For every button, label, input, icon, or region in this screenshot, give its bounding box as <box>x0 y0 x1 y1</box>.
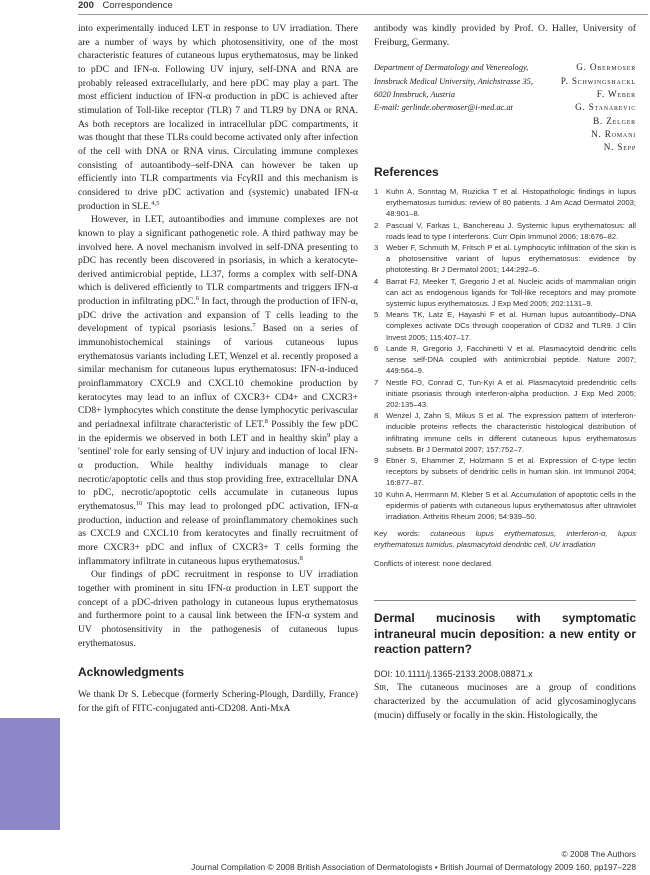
acknowledgments-text: We thank Dr S. Lebecque (formerly Schering-Plough, Dardilly, France) for the gift of FITC-conjugated anti-CD208. Anti-MxA <box>78 688 358 714</box>
references-heading: References <box>374 165 439 180</box>
reference-item: 8 Wenzel J, Zahn S, Mikus S et al. The expression pattern of interferon-inducible proteins reflects the characteristic histological distribution of infiltrating immune cells in different cutaneous lupus erythematosus subsets. Br J Dermatol 2007; 157:752–7. <box>374 411 636 454</box>
article-separator <box>374 600 636 601</box>
reference-list <box>374 186 636 522</box>
author-list: G. Obermoser P. Schwingshackl F. Weber G. Stanarevic B. Zelger N. Romani N. Sepp <box>560 62 636 153</box>
reference-item: 2 Pascual V, Farkas L, Banchereau J. Systemic lupus erythematosus: all roads lead to type I interferons. Curr Opin Immunol 2006; 18:676–82. <box>374 220 636 241</box>
reference-item: 7 Nestle FO, Conrad C, Tun-Kyi A et al. Plasmacytoid predendritic cells initiate psoriasis through interferon-alpha production. J Exp Med 2005; 202:135–43. <box>374 377 636 409</box>
footer-copyright: © 2008 The Authors <box>561 849 636 859</box>
next-article-doi[interactable]: DOI: 10.1111/j.1365-2133.2008.08871.x <box>374 668 533 679</box>
side-color-tab <box>0 718 60 830</box>
page-number: 200 <box>78 0 94 11</box>
header-rule <box>78 14 648 15</box>
acknowledgments-heading: Acknowledgments <box>78 665 185 680</box>
right-column <box>374 22 636 722</box>
author-affiliation-block <box>374 61 636 154</box>
affiliation-address: Department of Dermatology and Venereology, Innsbruck Medical University, Anichstrasse 35, 6020 Innsbruck, Austria E-mail: gerlinde.obermoser@i-med.ac.at <box>374 61 533 154</box>
footer-journal: Journal Compilation © 2008 British Association of Dermatologists • British Journal of Dermatology 2009 160, pp197–228 <box>191 862 636 872</box>
author-email[interactable]: E-mail: gerlinde.obermoser@i-med.ac.at <box>374 103 513 113</box>
reference-item: 3 Weber F, Schmuth M, Fritsch P et al. Lymphocytic infiltration of the skin is a photosensitive variant of lupus erythematosus: evidence by phototesting. Br J Dermatol 2001; 144:292–6. <box>374 243 636 275</box>
paragraph-2: However, in LET, autoantibodies and immune complexes are not known to play a significant pathogenetic role. A third pathway may be involved here. A novel mechanism involved in self-DNA presenting to pDC has recently been discovered in psoriasis, in which a keratocyte-derived antimicrobial peptide, LL37, forms a complex with self-DNA which is delivered efficiently to TLR compartments and triggers IFN-α production in infiltrating pDC.$^6$ In fact, through the production of IFN-α, pDC drive the activation and expansion of T cells leading to the development of typical psoriasis lesions.$^7$ Based on a series of immunohistochemical stainings of various cutaneous lupus erythematosus variants including LET, Wenzel et al. recently proposed a similar mechanism for cutaneous lupus erythematosus: IFN-α-induced proinflammatory CXCL9 and CXCL10 chemokine production by keratocytes may lead to an influx of CXCR3+ CD4+ and CXCR3+ CD8+ lymphocytes which constitute the dense lymphocytic perivascular and periadnexal infiltrate characteristic of LET.$^8$ Possibly the few pDC in the epidermis we observed in both LET and in healthy skin$^9$ play a 'sentinel' role for early sensing of UV injury and induction of local IFN-α production. While healthy individuals manage to clear necrotic/apoptotic cells and thus stop providing free, extracellular DNA to pDC, necrotic/apoptotic cells accumulate in cutaneous lupus erythematosus.$^{10}$ This may lead to prolonged pDC activation, IFN-α production, induction and release of proinflammatory chemokines such as CXCL9 and CXCL10 from keratocytes and finally recruitment of more CXCR3+ pDC and influx of CXCR3+ T cells forming the inflammatory infiltrate in cutaneous lupus erythematosus.$^8$ <box>78 214 359 567</box>
paragraph-3: Our findings of pDC recruitment in response to UV irradiation together with prominent in situ IFN-α production in LET support the concept of a pDC-driven pathology in cutaneous lupus erythematosus and furthermore point to a causal link between the IFN-α system and UV photosensitivity in the pathogenesis of cutaneous lupus erythematosus. <box>78 569 358 649</box>
section-name: Correspondence <box>102 0 173 11</box>
left-column <box>78 22 358 715</box>
reference-item: 9 Ebner S, Ehammer Z, Holzmann S et al. Expression of C-type lectin receptors by subsets of dendritic cells in human skin. Int Immunol 2004; 16:877–87. <box>374 455 636 488</box>
next-article-title: Dermal mucinosis with symptomatic intraneural mucin deposition: a new entity or reaction pattern? <box>374 611 636 657</box>
acknowledgments-continued: antibody was kindly provided by Prof. O. Haller, University of Freiburg, Germany. <box>374 23 636 48</box>
paragraph-1: into experimentally induced LET in response to UV irradiation. There are a number of ways by which photosensitivity, one of the most characteristic features of cutaneous lupus erythematosus, may be linked to pDC and IFN-α. Following UV injury, self-DNA and RNA are probably released extracellularly, and here pDC may play a part. The most efficient induction of IFN-α production in pDC is achieved after stimulation of Toll-like receptor (TLR) 7 and TLR9 by DNA or RNA. As both receptors are localized in intracellular pDC compartments, it was thought that these TLRs could become activated only after infection of the cell with DNA or RNA virus. Circulating immune complexes consisting of autoantibody–self-DNA can however be taken up efficiently into TLR compartments via FcγRII and this mechanism is considered to drive pDC activation and (systemic) unabated IFN-α production in SLE.$^{4,5}$ <box>78 23 358 212</box>
reference-item: 5 Means TK, Latz E, Hayashi F et al. Human lupus autoantibody–DNA complexes activate DCs through cooperation of CD32 and TLR9. J Clin Invest 2005; 115:407–17. <box>374 310 636 342</box>
reference-item: 1 Kuhn A, Sonntag M, Ruzicka T et al. Histopathologic findings in lupus erythematosus tumidus: review of 80 patients. J Am Acad Dermatol 2003; 48:901–8. <box>374 187 636 219</box>
keywords: Key words: cutaneous lupus erythematosus, interferon-α, lupus erythematosus tumidus, plasmacytoid dendritic cell, UV irradiation <box>374 529 636 550</box>
reference-item: 10 Kuhn A, Herrmann M, Kleber S et al. Accumulation of apoptotic cells in the epidermis of patients with cutaneous lupus erythematosus after ultraviolet irradiation. Arthritis Rheum 2006; 54:939–50. <box>374 489 636 521</box>
reference-item: 6 Lande R, Gregorio J, Facchinetti V et al. Plasmacytoid dendritic cells sense self-DNA coupled with antimicrobial peptide. Nature 2007; 449:564–9. <box>374 343 636 376</box>
next-article-opening: Sir, The cutaneous mucinoses are a group of conditions characterized by the accumulation of acid glycosaminoglycans (mucin) diffusely or focally in the skin. Histologically, the <box>374 682 636 721</box>
reference-item: 4 Barrat FJ, Meeker T, Gregorio J et al. Nucleic acids of mammalian origin can act as endogenous ligands for Toll-like receptors and may promote systemic lupus erythematosus. J Exp Med 2005; 202:1131–9. <box>374 276 636 309</box>
conflicts-of-interest: Conflicts of interest: none declared. <box>374 558 494 568</box>
